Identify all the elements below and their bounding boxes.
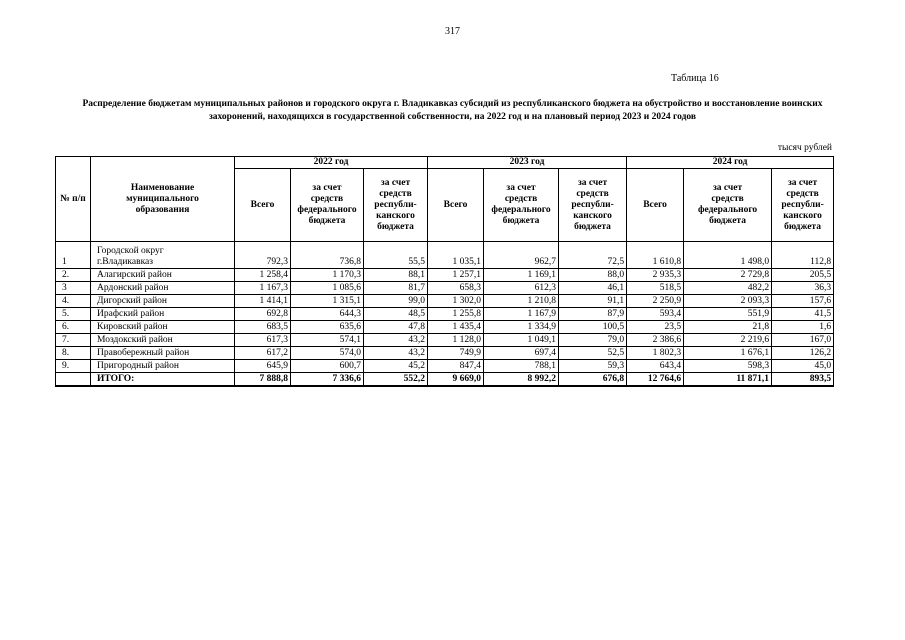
cell-value: 683,5	[235, 321, 291, 334]
row-number: 3	[56, 282, 91, 295]
table-row	[56, 321, 834, 334]
cell-value: 749,9	[428, 347, 484, 360]
cell-value: 2 250,9	[627, 295, 684, 308]
cell-value: 157,6	[772, 295, 834, 308]
cell-value: 1 169,1	[484, 269, 559, 282]
table-row	[56, 269, 834, 282]
cell-value: 574,0	[291, 347, 364, 360]
document-title: Распределение бюджетам муниципальных районов и городского округа г. Владикавказ субсидий из республиканского бюджета на обустройство и восстановление воинских захоронений, находящихся в государственной собственности, на 2022 год и на плановый период 2023 и 2024 годов	[82, 99, 823, 122]
cell-value: 617,3	[235, 334, 291, 347]
row-number: 6.	[56, 321, 91, 334]
cell-value: 43,2	[364, 334, 428, 347]
header-republic: за счет средств республи- канского бюджета	[559, 169, 627, 242]
cell-value: 99,0	[364, 295, 428, 308]
cell-value: 9 669,0	[428, 373, 484, 387]
cell-value: 736,8	[291, 242, 364, 269]
cell-value: 2 935,3	[627, 269, 684, 282]
header-republic: за счет средств республи- канского бюджета	[772, 169, 834, 242]
row-number: 1	[56, 242, 91, 269]
municipality-name: Дигорский район	[91, 295, 235, 308]
header-total: Всего	[428, 169, 484, 242]
cell-value: 55,5	[364, 242, 428, 269]
cell-value: 1 302,0	[428, 295, 484, 308]
cell-value: 126,2	[772, 347, 834, 360]
table-label: Таблица 16	[671, 73, 719, 84]
header-name: Наименование муниципального образования	[91, 157, 235, 242]
cell-value: 1 334,9	[484, 321, 559, 334]
cell-value: 676,8	[559, 373, 627, 387]
cell-value: 36,3	[772, 282, 834, 295]
cell-value: 644,3	[291, 308, 364, 321]
cell-value: 1 167,3	[235, 282, 291, 295]
cell-value: 1 258,4	[235, 269, 291, 282]
cell-value: 1 676,1	[684, 347, 772, 360]
cell-value: 692,8	[235, 308, 291, 321]
cell-value: 1 049,1	[484, 334, 559, 347]
cell-value: 1 610,8	[627, 242, 684, 269]
subsidy-table	[55, 156, 834, 387]
cell-value: 1,6	[772, 321, 834, 334]
municipality-name: Правобережный район	[91, 347, 235, 360]
cell-value: 23,5	[627, 321, 684, 334]
cell-value: 518,5	[627, 282, 684, 295]
cell-value: 1 257,1	[428, 269, 484, 282]
row-number: 7.	[56, 334, 91, 347]
cell-value: 962,7	[484, 242, 559, 269]
cell-value: 552,2	[364, 373, 428, 387]
cell-value: 72,5	[559, 242, 627, 269]
header-total: Всего	[627, 169, 684, 242]
cell-value: 21,8	[684, 321, 772, 334]
cell-value: 1 498,0	[684, 242, 772, 269]
table-row	[56, 347, 834, 360]
cell-value: 1 128,0	[428, 334, 484, 347]
cell-value: 7 336,6	[291, 373, 364, 387]
cell-value: 593,4	[627, 308, 684, 321]
cell-value: 88,0	[559, 269, 627, 282]
cell-value: 2 729,8	[684, 269, 772, 282]
cell-value: 658,3	[428, 282, 484, 295]
cell-value: 792,3	[235, 242, 291, 269]
cell-value: 1 170,3	[291, 269, 364, 282]
municipality-name: Ирафский район	[91, 308, 235, 321]
cell-value: 551,9	[684, 308, 772, 321]
cell-value: 643,4	[627, 360, 684, 373]
cell-value: 1 414,1	[235, 295, 291, 308]
cell-value: 1 315,1	[291, 295, 364, 308]
cell-value: 112,8	[772, 242, 834, 269]
cell-value: 893,5	[772, 373, 834, 387]
cell-value: 12 764,6	[627, 373, 684, 387]
header-federal: за счет средств федерального бюджета	[291, 169, 364, 242]
row-number: 2.	[56, 269, 91, 282]
cell-value: 847,4	[428, 360, 484, 373]
municipality-name: Ардонский район	[91, 282, 235, 295]
cell-value: 91,1	[559, 295, 627, 308]
cell-value: 167,0	[772, 334, 834, 347]
cell-value: 600,7	[291, 360, 364, 373]
cell-value: 52,5	[559, 347, 627, 360]
cell-value: 697,4	[484, 347, 559, 360]
cell-value: 2 386,6	[627, 334, 684, 347]
cell-value: 574,1	[291, 334, 364, 347]
header-year-2023: 2023 год	[428, 157, 627, 169]
cell-value: 617,2	[235, 347, 291, 360]
header-federal: за счет средств федерального бюджета	[684, 169, 772, 242]
cell-value: 1 802,3	[627, 347, 684, 360]
cell-value: 1 435,4	[428, 321, 484, 334]
cell-value: 45,0	[772, 360, 834, 373]
cell-value: 45,2	[364, 360, 428, 373]
municipality-name: Городской округ г.Владикавказ	[91, 242, 235, 269]
row-number	[56, 373, 91, 387]
cell-value: 46,1	[559, 282, 627, 295]
total-label: ИТОГО:	[91, 373, 235, 387]
cell-value: 1 255,8	[428, 308, 484, 321]
cell-value: 645,9	[235, 360, 291, 373]
page-number: 317	[445, 26, 460, 37]
cell-value: 1 035,1	[428, 242, 484, 269]
header-year-2024: 2024 год	[627, 157, 834, 169]
cell-value: 11 871,1	[684, 373, 772, 387]
cell-value: 598,3	[684, 360, 772, 373]
row-number: 9.	[56, 360, 91, 373]
row-number: 4.	[56, 295, 91, 308]
table-row	[56, 308, 834, 321]
cell-value: 482,2	[684, 282, 772, 295]
municipality-name: Алагирский район	[91, 269, 235, 282]
header-republic: за счет средств республи- канского бюджета	[364, 169, 428, 242]
cell-value: 1 085,6	[291, 282, 364, 295]
municipality-name: Пригородный район	[91, 360, 235, 373]
cell-value: 43,2	[364, 347, 428, 360]
table-row	[56, 334, 834, 347]
cell-value: 205,5	[772, 269, 834, 282]
cell-value: 2 093,3	[684, 295, 772, 308]
cell-value: 635,6	[291, 321, 364, 334]
municipality-name: Кировский район	[91, 321, 235, 334]
cell-value: 48,5	[364, 308, 428, 321]
row-number: 5.	[56, 308, 91, 321]
cell-value: 2 219,6	[684, 334, 772, 347]
table-row	[56, 242, 834, 269]
cell-value: 1 167,9	[484, 308, 559, 321]
header-total: Всего	[235, 169, 291, 242]
header-year-2022: 2022 год	[235, 157, 428, 169]
cell-value: 1 210,8	[484, 295, 559, 308]
cell-value: 79,0	[559, 334, 627, 347]
cell-value: 87,9	[559, 308, 627, 321]
units-label: тысяч рублей	[777, 143, 832, 153]
cell-value: 788,1	[484, 360, 559, 373]
total-row	[56, 373, 834, 387]
table-row	[56, 295, 834, 308]
cell-value: 612,3	[484, 282, 559, 295]
cell-value: 7 888,8	[235, 373, 291, 387]
cell-value: 81,7	[364, 282, 428, 295]
cell-value: 88,1	[364, 269, 428, 282]
municipality-name: Моздокский район	[91, 334, 235, 347]
cell-value: 59,3	[559, 360, 627, 373]
table-row	[56, 360, 834, 373]
cell-value: 8 992,2	[484, 373, 559, 387]
row-number: 8.	[56, 347, 91, 360]
cell-value: 100,5	[559, 321, 627, 334]
cell-value: 47,8	[364, 321, 428, 334]
header-num: № п/п	[56, 157, 91, 242]
cell-value: 41,5	[772, 308, 834, 321]
header-federal: за счет средств федерального бюджета	[484, 169, 559, 242]
table-row	[56, 282, 834, 295]
